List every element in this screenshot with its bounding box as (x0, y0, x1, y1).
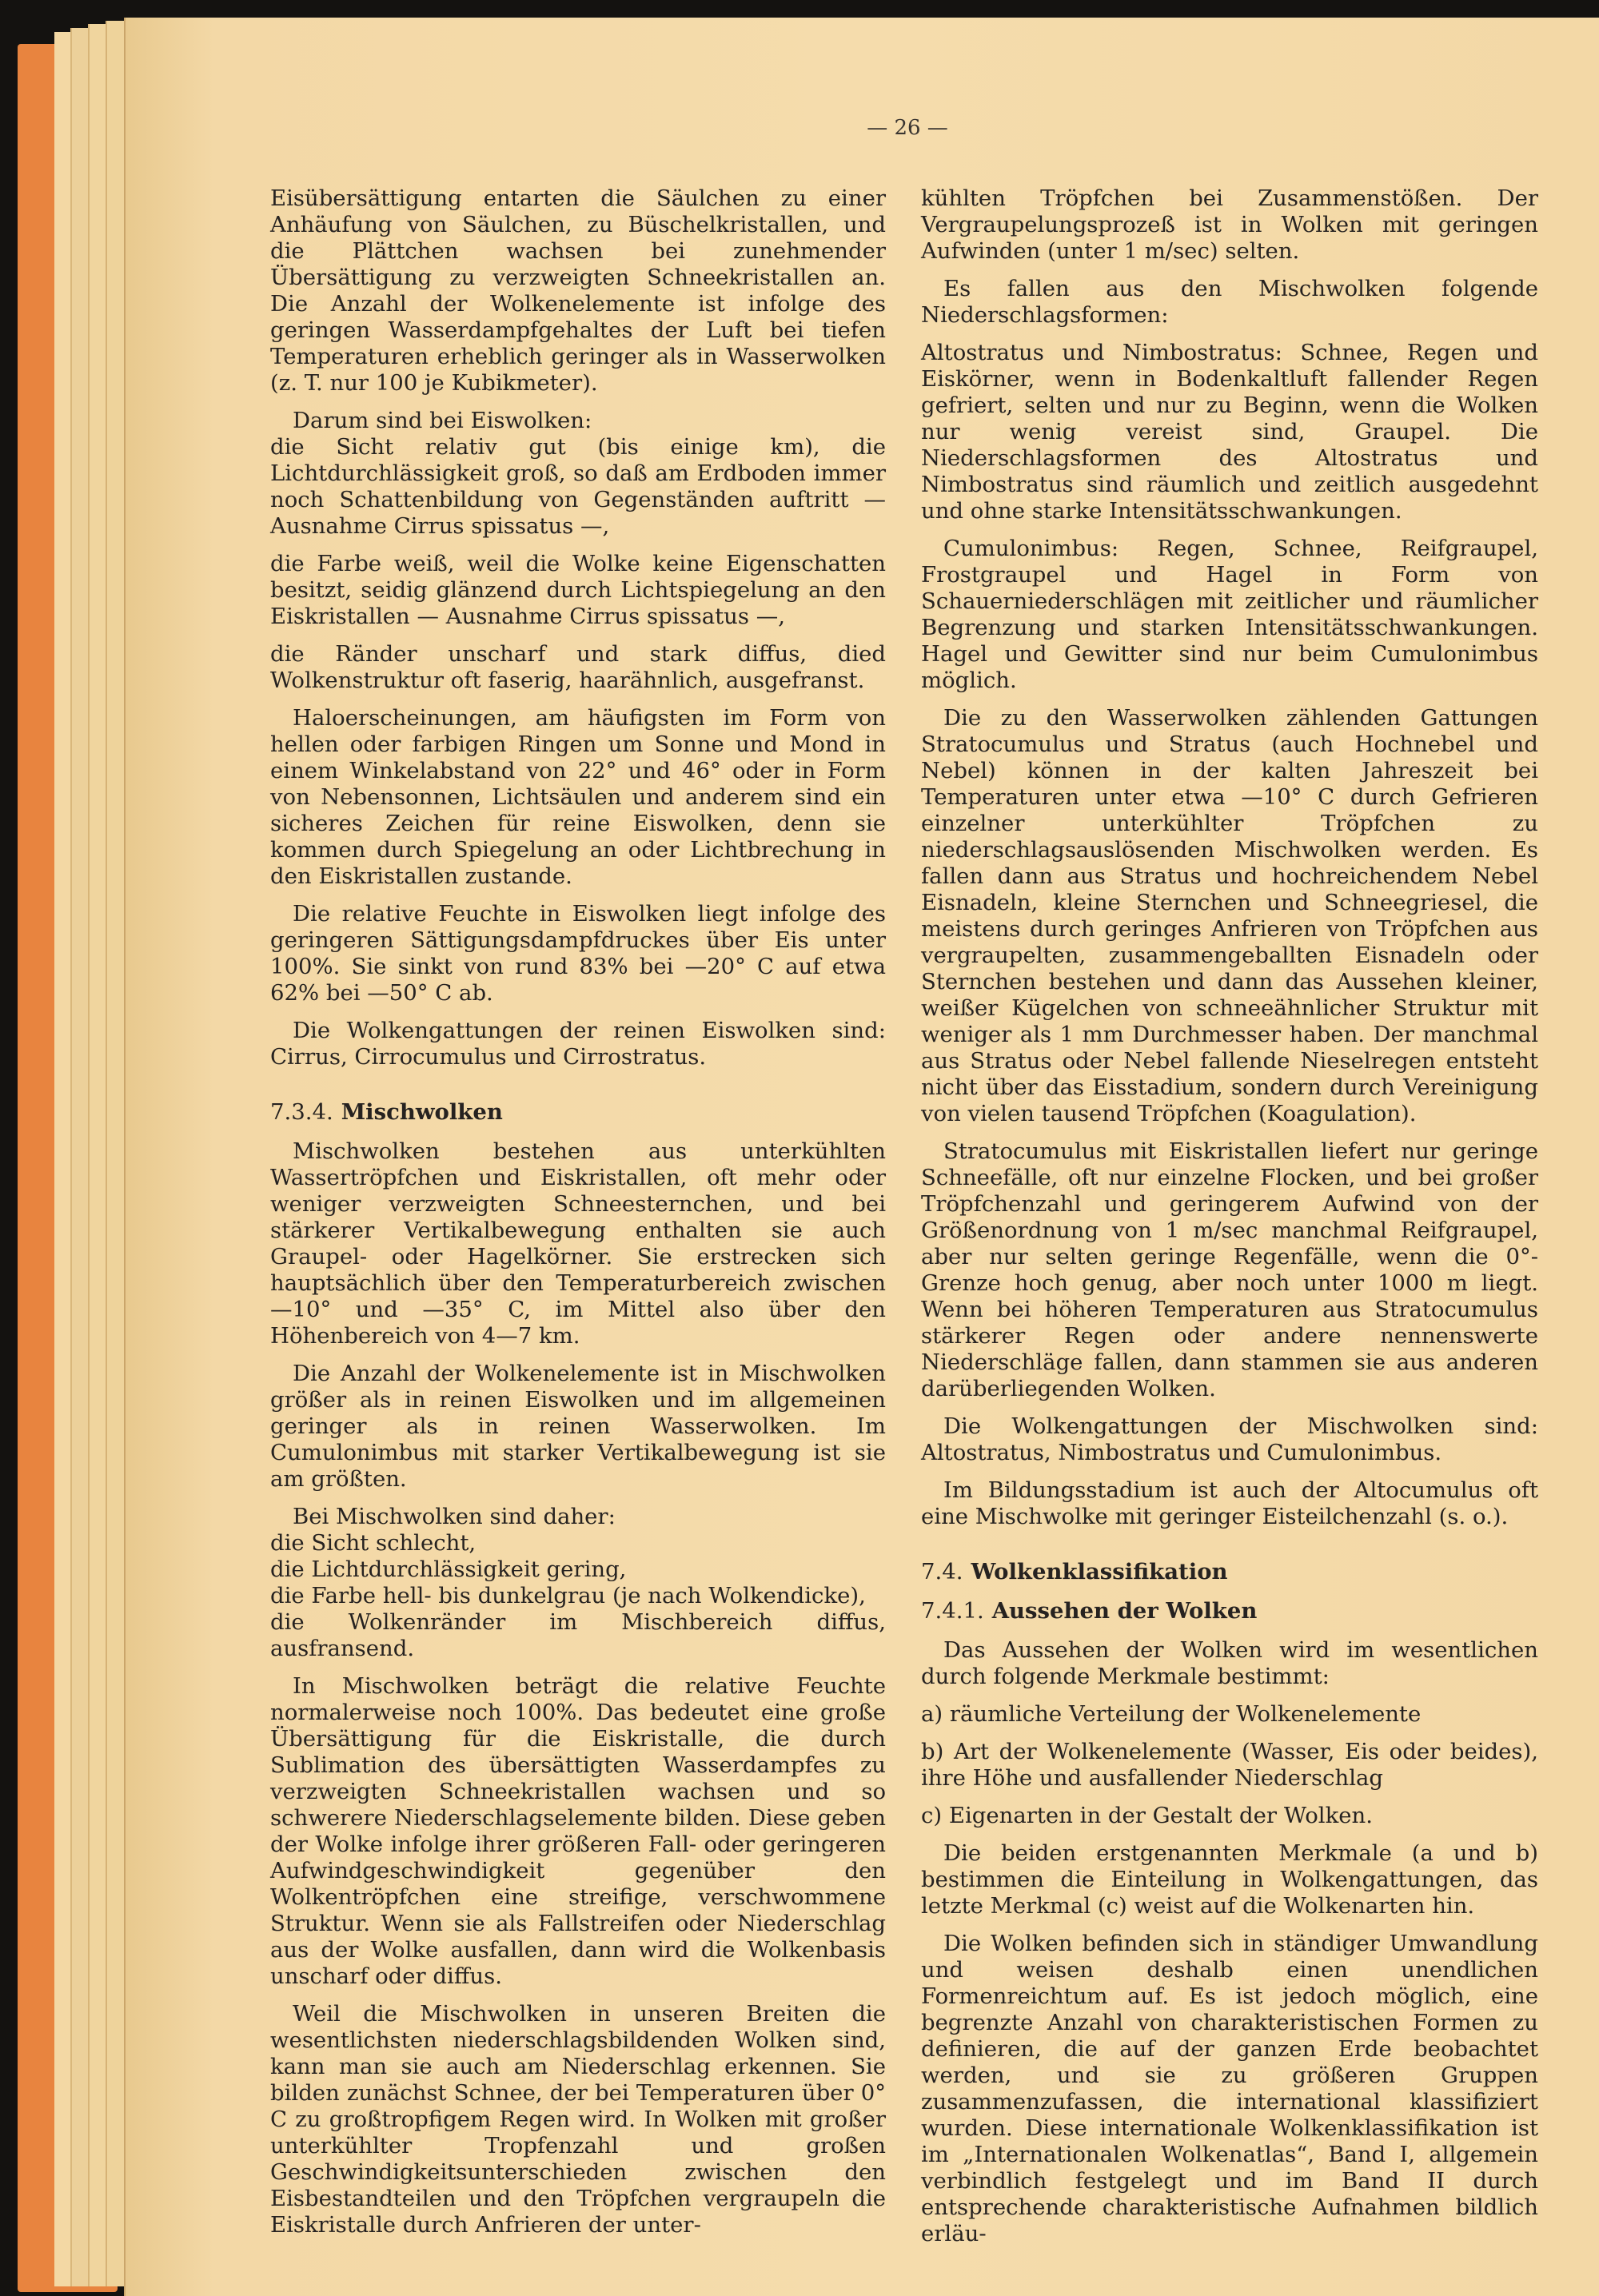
paragraph: Weil die Mischwolken in unseren Breiten die wesentlichsten niederschlagsbildenden Wolken sind, kann man sie auch am Niederschlag erkennen. Sie bilden zunächst Schnee, der bei Temperaturen über 0° C zu großtropfigem Regen wird. In Wolken mit großer unterkühlter Tropfenzahl und großen Geschwindigkeitsunterschieden zwischen den Eisbestandteilen und den Tröpfchen vergraupeln die Eiskristalle durch Anfrieren der unter- (270, 2001, 886, 2238)
section-number: 7.4. (921, 1559, 963, 1584)
right-column (921, 185, 1538, 2258)
paragraph: Die Anzahl der Wolkenelemente ist in Mischwolken größer als in reinen Eiswolken und im allgemeinen geringer als in reinen Wasserwolken. Im Cumulonimbus mit starker Vertikalbewegung ist sie am größten. (270, 1361, 886, 1492)
paragraph: Stratocumulus mit Eiskristallen liefert nur geringe Schneefälle, oft nur einzelne Flocken, und bei großer Tröpfchenzahl und geringerem Aufwind von der Größenordnung von 1 m/sec manchmal Reifgraupel, aber nur selten geringe Regenfälle, wenn die 0°-Grenze hoch genug, aber noch unter 1000 m liegt. Wenn bei höheren Temperaturen aus Stratocumulus stärkerer Regen oder andere nennenswerte Niederschläge fallen, dann stammen sie aus anderen darüberliegenden Wolken. (921, 1138, 1538, 1401)
paragraph: Mischwolken bestehen aus unterkühlten Wassertröpfchen und Eiskristallen, oft mehr oder weniger verzweigten Schneesternchen, und bei stärkerer Vertikalbewegung enthalten sie auch Graupel- oder Hagelkörner. Sie erstrecken sich hauptsächlich über den Temperaturbereich zwischen —10° und —35° C, im Mittel also über den Höhenbereich von 4—7 km. (270, 1138, 886, 1349)
section-number: 7.3.4. (270, 1099, 333, 1125)
paragraph: Altostratus und Nimbostratus: Schnee, Regen und Eiskörner, wenn in Bodenkaltluft fallender Regen gefriert, selten und nur zu Beginn, wenn die Wolken nur wenig vereist sind, Graupel. Die Niederschlagsformen des Altostratus und Nimbostratus sind räumlich und zeitlich ausgedehnt und ohne starke Intensitätsschwankungen. (921, 340, 1538, 524)
section-heading-wolkenklassifikation (921, 1559, 1538, 1585)
paragraph: die Sicht relativ gut (bis einige km), die Lichtdurchlässigkeit groß, so daß am Erdboden immer noch Schattenbildung von Gegenständen auftritt — Ausnahme Cirrus spissatus —, (270, 434, 886, 539)
list-item: die Farbe hell- bis dunkelgrau (je nach Wolkendicke), (270, 1583, 866, 1608)
list-item: die Lichtdurchlässigkeit gering, (270, 1557, 627, 1582)
paragraph: Das Aussehen der Wolken wird im wesentlichen durch folgende Merkmale bestimmt: (921, 1637, 1538, 1689)
page-number: — 26 — (867, 116, 948, 140)
section-title: Mischwolken (341, 1099, 503, 1125)
left-column (270, 185, 886, 2250)
paragraph: Die beiden erstgenannten Merkmale (a und b) bestimmen die Einteilung in Wolkengattungen, das letzte Merkmal (c) weist auf die Wolkenarten hin. (921, 1840, 1538, 1919)
paragraph: Eisübersättigung entarten die Säulchen zu einer Anhäufung von Säulchen, zu Büschelkristallen, und die Plättchen wachsen bei zunehmender Übersättigung zu verzweigten Schneekristallen an. Die Anzahl der Wolkenelemente ist infolge des geringen Wasserdampfgehaltes der Luft bei tiefen Temperaturen erheblich geringer als in Wasserwolken (z. T. nur 100 je Kubikmeter). (270, 185, 886, 396)
paragraph: kühlten Tröpfchen bei Zusammenstößen. Der Vergraupelungsprozeß ist in Wolken mit geringen Aufwinden (unter 1 m/sec) selten. (921, 185, 1538, 264)
section-title: Aussehen der Wolken (991, 1598, 1258, 1624)
property-list (270, 1504, 886, 1662)
paragraph: Im Bildungsstadium ist auch der Altocumulus oft eine Mischwolke mit geringer Eisteilchenzahl (s. o.). (921, 1477, 1538, 1529)
paragraph: die Farbe weiß, weil die Wolke keine Eigenschatten besitzt, seidig glänzend durch Lichtspiegelung an den Eiskristallen — Ausnahme Cirrus spissatus —, (270, 551, 886, 629)
list-item-a: a) räumliche Verteilung der Wolkenelemente (921, 1701, 1422, 1727)
list-item: die Sicht schlecht, (270, 1530, 477, 1556)
paragraph: In Mischwolken beträgt die relative Feuchte normalerweise noch 100%. Das bedeutet eine große Übersättigung für die Eiskristalle, die durch Sublimation des übersättigten Wasserdampfes zu verzweigten Schneekristallen wachsen und so schwerere Niederschlagselemente bilden. Diese geben der Wolke infolge ihrer größeren Fall- oder geringeren Aufwindgeschwindigkeit gegenüber den Wolkentröpfchen eine streifige, verschwommene Struktur. Wenn sie als Fallstreifen oder Niederschlag aus der Wolke ausfallen, dann wird die Wolkenbasis unscharf oder diffus. (270, 1673, 886, 1989)
paragraph: Haloerscheinungen, am häufigsten im Form von hellen oder farbigen Ringen um Sonne und Mond in einem Winkelabstand von 22° und 46° oder in Form von Nebensonnen, Lichtsäulen und anderem sind ein sicheres Zeichen für reine Eiswolken, denn sie kommen durch Spiegelung an oder Lichtbrechung in den Eiskristallen zustande. (270, 705, 886, 889)
paragraph: Die Wolken befinden sich in ständiger Umwandlung und weisen deshalb einen unendlichen Formenreichtum auf. Es ist jedoch möglich, eine begrenzte Anzahl von charakteristischen Formen zu definieren, die auf der ganzen Erde beobachtet werden, und sie zu größeren Gruppen zusammenzufassen, die international klassifiziert wurden. Diese internationale Wolkenklassifikation ist im „Internationalen Wolkenatlas“, Band I, allgemein verbindlich festgelegt und im Band II durch entsprechende charakteristische Aufnahmen bildlich erläu- (921, 1931, 1538, 2246)
section-number: 7.4.1. (921, 1598, 984, 1624)
paragraph: Bei Mischwolken sind daher: (293, 1504, 616, 1529)
list-item: die Wolkenränder im Mischbereich diffus, ausfransend. (270, 1609, 886, 1661)
paragraph: Es fallen aus den Mischwolken folgende Niederschlagsformen: (921, 276, 1538, 328)
list-item-c: c) Eigenarten in der Gestalt der Wolken. (921, 1803, 1373, 1828)
section-heading-mischwolken (270, 1099, 886, 1126)
paragraph: Die Wolkengattungen der Mischwolken sind: Altostratus, Nimbostratus und Cumulonimbus. (921, 1413, 1538, 1465)
paragraph: Die Wolkengattungen der reinen Eiswolken sind: Cirrus, Cirrocumulus und Cirrostratus. (270, 1018, 886, 1070)
subsection-heading-aussehen (921, 1598, 1538, 1624)
section-title: Wolkenklassifikation (971, 1559, 1228, 1584)
paragraph: Darum sind bei Eiswolken: (293, 408, 592, 433)
paragraph: Cumulonimbus: Regen, Schnee, Reifgraupel, Frostgraupel und Hagel in Form von Schauerniederschlägen mit zeitlicher und räumlicher Begrenzung und starken Intensitätsschwankungen. Hagel und Gewitter sind nur beim Cumulonimbus möglich. (921, 536, 1538, 693)
paragraph: Die zu den Wasserwolken zählenden Gattungen Stratocumulus und Stratus (auch Hochnebel und Nebel) können in der kalten Jahreszeit bei Temperaturen unter etwa —10° C durch Gefrieren einzelner unterkühlter Tröpfchen zu niederschlagsauslösenden Mischwolken werden. Es fallen dann aus Stratus und hochreichendem Nebel Eisnadeln, kleine Sternchen und Schneegriesel, die meistens durch geringes Anfrieren von Tröpfchen aus vergraupelten, zusammengeballten Eisnadeln oder Sternchen bestehen und dann das Aussehen kleiner, weißer Kügelchen von schneeähnlicher Struktur mit weniger als 1 mm Durchmesser haben. Der manchmal aus Stratus oder Nebel fallende Nieselregen entsteht nicht über das Eisstadium, sondern durch Vereinigung von vielen tausend Tröpfchen (Koagulation). (921, 705, 1538, 1126)
paragraph: Die relative Feuchte in Eiswolken liegt infolge des geringeren Sättigungsdampfdruckes über Eis unter 100%. Sie sinkt von rund 83% bei —20° C auf etwa 62% bei —50° C ab. (270, 901, 886, 1006)
list-item-b: b) Art der Wolkenelemente (Wasser, Eis oder beides), ihre Höhe und ausfallender Niederschlag (921, 1739, 1538, 1791)
paragraph: die Ränder unscharf und stark diffus, died Wolkenstruktur oft faserig, haarähnlich, ausgefranst. (270, 641, 886, 693)
